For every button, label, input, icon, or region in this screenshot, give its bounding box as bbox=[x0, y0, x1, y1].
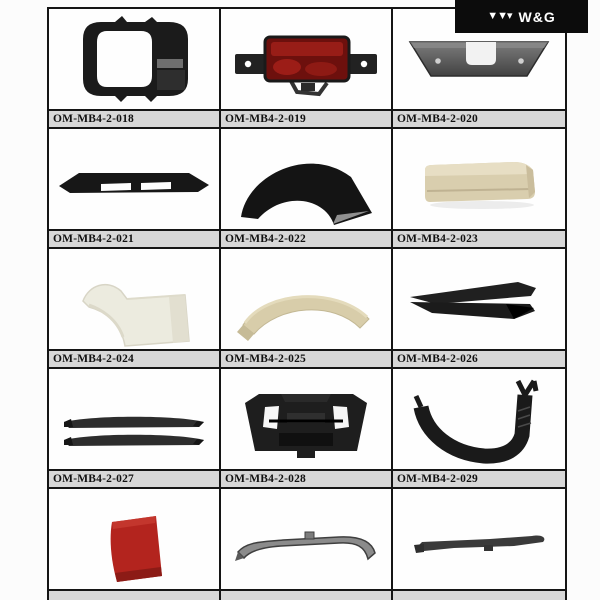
part-image-headlamp-bezel bbox=[49, 9, 219, 109]
part-cell-r5c2 bbox=[221, 489, 393, 600]
brand-arrows-icon: ▼▼▾ bbox=[487, 10, 512, 22]
part-image-wheel-arch-molding-beige bbox=[221, 249, 391, 349]
part-number-label: OM-MB4-2-020 bbox=[393, 109, 565, 129]
part-image-side-molding-strip-pair bbox=[393, 249, 565, 349]
part-image-bumper-upper-molding bbox=[221, 489, 391, 589]
part-image-wheel-arch-flare bbox=[221, 129, 391, 229]
part-number-label: OM-MB4-2-022 bbox=[221, 229, 391, 249]
part-cell-018 bbox=[49, 9, 221, 129]
part-image-roof-trim-strip bbox=[393, 489, 565, 589]
part-cell-025 bbox=[221, 249, 393, 369]
brand-badge bbox=[455, 0, 588, 33]
part-cell-026 bbox=[393, 249, 565, 369]
part-cell-023 bbox=[393, 129, 565, 249]
part-image-fender-liner bbox=[393, 369, 565, 469]
part-number-label: OM-MB4-2-023 bbox=[393, 229, 565, 249]
part-image-rocker-panel-strip-pair bbox=[49, 369, 219, 469]
part-cell-029 bbox=[393, 369, 565, 489]
part-cell-028 bbox=[221, 369, 393, 489]
part-image-rear-fog-lamp bbox=[221, 9, 391, 109]
part-image-engine-under-cover bbox=[221, 369, 391, 469]
part-number-label: OM-MB4-2-028 bbox=[221, 469, 391, 489]
part-image-spoiler-strip bbox=[49, 129, 219, 229]
part-cell-r5c3 bbox=[393, 489, 565, 600]
part-cell-021 bbox=[49, 129, 221, 249]
part-number-label: OM-MB4-2-027 bbox=[49, 469, 219, 489]
part-cell-022 bbox=[221, 129, 393, 249]
part-number-label: OM-MB4-2-019 bbox=[221, 109, 391, 129]
part-image-red-reflector-lens bbox=[49, 489, 219, 589]
part-number-label bbox=[393, 589, 565, 600]
part-number-label bbox=[49, 589, 219, 600]
part-image-quarter-panel-extension bbox=[49, 249, 219, 349]
part-number-label: OM-MB4-2-029 bbox=[393, 469, 565, 489]
part-cell-019 bbox=[221, 9, 393, 129]
part-number-label: OM-MB4-2-025 bbox=[221, 349, 391, 369]
part-cell-r5c1 bbox=[49, 489, 221, 600]
part-number-label bbox=[221, 589, 391, 600]
parts-grid bbox=[47, 7, 567, 600]
part-image-side-molding-beige bbox=[393, 129, 565, 229]
part-number-label: OM-MB4-2-024 bbox=[49, 349, 219, 369]
part-number-label: OM-MB4-2-026 bbox=[393, 349, 565, 369]
part-cell-024 bbox=[49, 249, 221, 369]
part-cell-027 bbox=[49, 369, 221, 489]
part-number-label: OM-MB4-2-021 bbox=[49, 229, 219, 249]
part-number-label: OM-MB4-2-018 bbox=[49, 109, 219, 129]
brand-name: W&G bbox=[518, 8, 556, 25]
